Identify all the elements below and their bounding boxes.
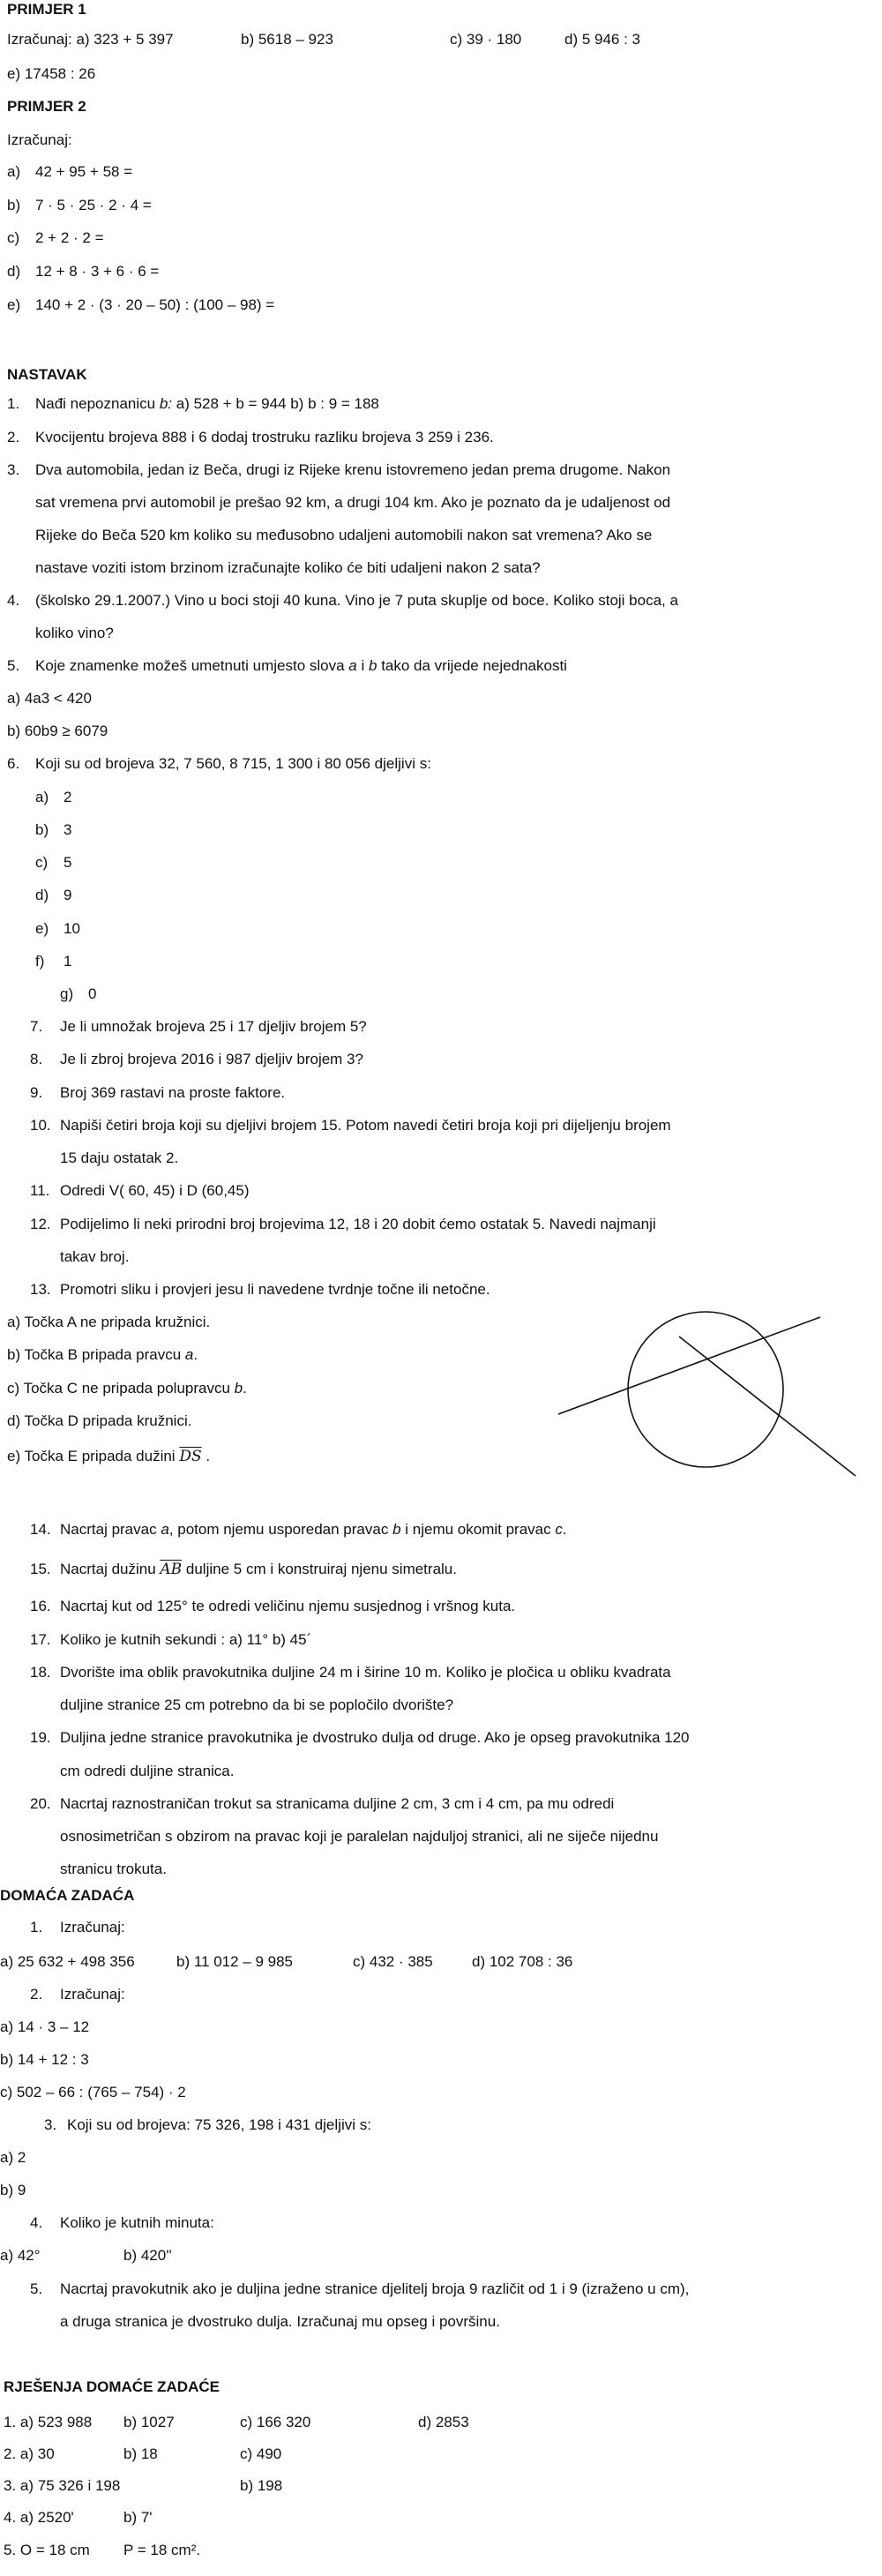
hw-3-b: b) 9 [0, 2182, 26, 2198]
solution-5-a: 5. O = 18 cm [4, 2542, 90, 2558]
domaca-title: DOMAĆA ZADAĆA [0, 1887, 135, 1904]
task-12-line: takav broj. [60, 1248, 130, 1265]
task-13-item: c) Točka C ne pripada polupravcu b. [7, 1380, 247, 1397]
task-9: Broj 369 rastavi na proste faktore. [60, 1084, 286, 1101]
task-1: Nađi nepoznanicu b: a) 528 + b = 944 b) b : 9 = 188 [35, 395, 379, 412]
hw-2-a: a) 14 · 3 – 12 [0, 2018, 90, 2035]
primjer1-b: b) 5618 – 923 [241, 31, 333, 48]
primjer2-title: PRIMJER 2 [7, 98, 86, 115]
task-20-line: stranicu trokuta. [60, 1861, 167, 1877]
task-19-line: Duljina jedne stranice pravokutnika je dvostruko dulja od druge. Ako je opseg pravokutnika 120 [60, 1729, 690, 1746]
primjer1-c: c) 39 · 180 [450, 31, 522, 48]
task-number: 9. [30, 1084, 43, 1101]
task-5-item: b) 60b9 ≥ 6079 [7, 723, 108, 739]
hw-2-b: b) 14 + 12 : 3 [0, 2051, 89, 2068]
rjesenja-title: RJEŠENJA DOMAĆE ZADAĆE [4, 2378, 220, 2395]
task-7: Je li umnožak brojeva 25 i 17 djeljiv brojem 5? [60, 1018, 367, 1035]
task-6-value: 2 [64, 789, 72, 805]
solution-3-a: 3. a) 75 326 i 198 [4, 2477, 121, 2494]
task-10-line: 15 daju ostatak 2. [60, 1149, 179, 1166]
task-3-line: Rijeke do Beča 520 km koliko su međusobno udaljeni automobili nakon sat vremena? Ako se [35, 527, 653, 543]
task-6-value: 1 [64, 953, 72, 970]
task-number: 16. [30, 1598, 51, 1614]
task-number: 15. [30, 1561, 51, 1577]
task-16: Nacrtaj kut od 125° te odredi veličinu njemu susjednog i vršnog kuta. [60, 1598, 516, 1614]
nastavak-title: NASTAVAK [7, 366, 87, 383]
solution-1-c: c) 166 320 [240, 2414, 311, 2430]
primjer1-intro: Izračunaj: a) 323 + 5 397 [7, 31, 174, 48]
primjer2-item: e) [7, 296, 21, 313]
task-number: 8. [30, 1051, 43, 1067]
primjer2-expr: 12 + 8 · 3 + 6 · 6 = [35, 263, 160, 280]
line-a [558, 1317, 820, 1414]
task-6-label: d) [35, 887, 49, 903]
hw-1-a: a) 25 632 + 498 356 [0, 1953, 135, 1970]
primjer2-item: c) [7, 229, 20, 246]
task-number: 11. [30, 1182, 50, 1199]
task-2: Kvocijentu brojeva 888 i 6 dodaj trostruku razliku brojeva 3 259 i 236. [35, 429, 494, 446]
task-8: Je li zbroj brojeva 2016 i 987 djeljiv brojem 3? [60, 1051, 363, 1067]
task-6-label: a) [35, 789, 49, 805]
primjer2-item: a) [7, 163, 21, 180]
task-18-line: duljine stranice 25 cm potrebno da bi se popločilo dvorište? [60, 1696, 454, 1713]
hw-2: Izračunaj: [60, 1986, 125, 2003]
task-6: Koji su od brojeva 32, 7 560, 8 715, 1 300 i 80 056 djeljivi s: [35, 755, 431, 772]
primjer2-item: d) [7, 263, 21, 280]
task-3-line: sat vremena prvi automobil je prešao 92 km, a drugi 104 km. Ako je poznato da je udaljenost od [35, 494, 671, 511]
primjer2-item: b) [7, 197, 21, 213]
task-6-label: f) [35, 953, 45, 970]
hw-3: Koji su od brojeva: 75 326, 198 i 431 djeljivi s: [67, 2116, 371, 2133]
primjer1-title: PRIMJER 1 [7, 1, 86, 18]
segment-ds: $\overline{DS}$ [179, 1448, 202, 1465]
task-13: Promotri sliku i provjeri jesu li navedene tvrdnje točne ili netočne. [60, 1281, 490, 1298]
geometry-figure [556, 1301, 864, 1486]
task-number: 19. [30, 1729, 51, 1746]
task-number: 7. [30, 1018, 43, 1035]
task-19-line: cm odredi duljine stranica. [60, 1763, 235, 1779]
task-number: 13. [30, 1281, 51, 1298]
hw-5-line: Nacrtaj pravokutnik ako je duljina jedne stranice djelitelj broja 9 različit od 1 i 9 (izraženo u cm), [60, 2280, 690, 2297]
task-5-item: a) 4a3 < 420 [7, 690, 92, 707]
task-6-value: 10 [64, 920, 80, 937]
task-6-label: c) [35, 854, 49, 871]
hw-1-d: d) 102 708 : 36 [472, 1953, 573, 1970]
task-15: Nacrtaj dužinu $\overline{AB}$ duljine 5 cm i konstruiraj njenu simetralu. [60, 1561, 457, 1578]
hw-number: 4. [30, 2214, 43, 2231]
task-20-line: Nacrtaj raznostraničan trokut sa stranicama duljine 2 cm, 3 cm i 4 cm, pa mu odredi [60, 1795, 615, 1812]
task-number: 18. [30, 1664, 51, 1681]
task-number: 17. [30, 1631, 51, 1648]
task-11: Odredi V( 60, 45) i D (60,45) [60, 1182, 250, 1199]
task-13-item: b) Točka B pripada pravcu a. [7, 1346, 198, 1363]
solution-1-d: d) 2853 [418, 2414, 469, 2430]
primjer1-d: d) 5 946 : 3 [564, 31, 641, 48]
task-4-line: koliko vino? [35, 625, 114, 641]
solution-5-b: P = 18 cm². [123, 2542, 201, 2558]
task-number: 6. [7, 755, 20, 772]
solution-4-b: b) 7' [123, 2509, 153, 2526]
primjer2-expr: 7 · 5 · 25 · 2 · 4 = [35, 197, 152, 213]
task-6-value: 0 [88, 985, 97, 1002]
task-6-value: 5 [64, 854, 72, 871]
task-20-line: osnosimetričan s obzirom na pravac koji je paralelan najduljoj stranici, ali ne siječe nijednu [60, 1828, 659, 1845]
task-5: Koje znamenke možeš umetnuti umjesto slova a i b tako da vrijede nejednakosti [35, 657, 567, 674]
hw-3-a: a) 2 [0, 2149, 26, 2166]
task-number: 4. [7, 592, 20, 609]
hw-1-c: c) 432 · 385 [353, 1953, 433, 1970]
primjer2-expr: 2 + 2 · 2 = [35, 229, 104, 246]
solution-1-a: 1. a) 523 988 [4, 2414, 93, 2430]
hw-1-b: b) 11 012 – 9 985 [176, 1953, 294, 1970]
hw-number: 3. [44, 2116, 57, 2133]
task-6-label: b) [35, 821, 49, 838]
solution-2-b: b) 18 [123, 2445, 158, 2462]
solution-3-b: b) 198 [240, 2477, 283, 2494]
task-3-line: Dva automobila, jedan iz Beča, drugi iz Rijeke krenu istovremeno jedan prema drugome. Nakon [35, 461, 671, 478]
hw-5-line: a druga stranica je dvostruko dulja. Izračunaj mu opseg i površinu. [60, 2313, 500, 2330]
solution-4-a: 4. a) 2520' [4, 2509, 74, 2526]
task-number: 3. [7, 461, 20, 478]
hw-2-c: c) 502 – 66 : (765 – 754) · 2 [0, 2084, 186, 2100]
primjer2-expr: 140 + 2 · (3 · 20 – 50) : (100 – 98) = [35, 296, 275, 313]
task-number: 14. [30, 1521, 51, 1538]
hw-4-a: a) 42° [0, 2247, 41, 2264]
task-number: 5. [7, 657, 20, 674]
task-6-label: g) [60, 985, 74, 1002]
segment-ab: $\overline{AB}$ [160, 1561, 183, 1578]
task-14: Nacrtaj pravac a, potom njemu usporedan pravac b i njemu okomit pravac c. [60, 1521, 567, 1538]
hw-number: 2. [30, 1986, 43, 2003]
task-12-line: Podijelimo li neki prirodni broj brojevima 12, 18 i 20 dobit ćemo ostatak 5. Navedi najmanji [60, 1216, 656, 1232]
primjer1-e: e) 17458 : 26 [7, 65, 96, 82]
solution-2-a: 2. a) 30 [4, 2445, 55, 2462]
task-6-label: e) [35, 920, 49, 937]
task-6-value: 9 [64, 887, 72, 903]
hw-4: Koliko je kutnih minuta: [60, 2214, 214, 2231]
hw-number: 5. [30, 2280, 43, 2297]
primjer2-intro: Izračunaj: [7, 131, 72, 148]
line-b [679, 1337, 856, 1476]
task-13-item: a) Točka A ne pripada kružnici. [7, 1314, 211, 1330]
task-number: 12. [30, 1216, 51, 1232]
task-number: 1. [7, 395, 20, 412]
task-number: 20. [30, 1795, 51, 1812]
primjer2-expr: 42 + 95 + 58 = [35, 163, 133, 180]
hw-1: Izračunaj: [60, 1919, 125, 1936]
task-10-line: Napiši četiri broja koji su djeljivi brojem 15. Potom navedi četiri broja koji pri dijeljenju brojem [60, 1117, 671, 1134]
task-number: 2. [7, 429, 20, 446]
task-18-line: Dvorište ima oblik pravokutnika duljine 24 m i širine 10 m. Koliko je pločica u obliku kvadrata [60, 1664, 671, 1681]
task-17: Koliko je kutnih sekundi : a) 11° b) 45´ [60, 1631, 312, 1648]
circle-shape [628, 1312, 783, 1467]
task-13-item: e) Točka E pripada dužini $\overline{DS}$ . [7, 1448, 211, 1465]
task-number: 10. [30, 1117, 51, 1134]
task-4-line: (školsko 29.1.2007.) Vino u boci stoji 40 kuna. Vino je 7 puta skuplje od boce. Koliko stoji boca, a [35, 592, 678, 609]
solution-2-c: c) 490 [240, 2445, 282, 2462]
hw-4-b: b) 420'' [123, 2247, 172, 2264]
task-13-item: d) Točka D pripada kružnici. [7, 1412, 192, 1429]
solution-1-b: b) 1027 [123, 2414, 175, 2430]
hw-number: 1. [30, 1919, 43, 1936]
task-3-line: nastave voziti istom brzinom izračunajte koliko će biti udaljeni nakon 2 sata? [35, 559, 541, 576]
task-6-value: 3 [64, 821, 72, 838]
